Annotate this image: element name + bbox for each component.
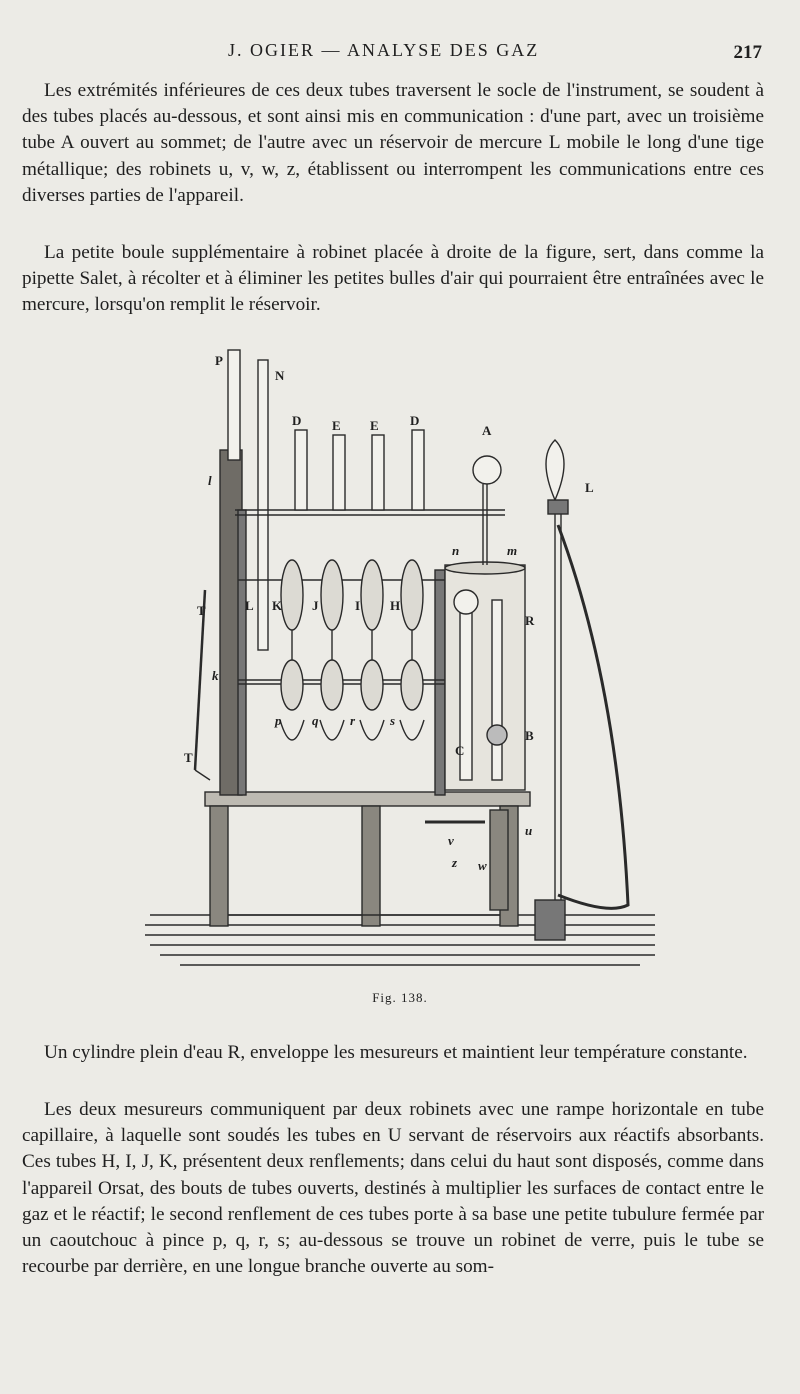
gas-analysis-apparatus-illustration [140, 340, 660, 980]
label-H: H [390, 598, 401, 613]
label-B: B [525, 728, 534, 743]
label-z: z [452, 855, 458, 870]
paragraph-1: Les extrémités inférieures de ces deux tubes traversent le socle de l'instrument, se soudent à des tubes placés au-dessous, et sont ainsi mis en communication : d'une part, avec un troisième tube A ouvert au sommet; de l'autre avec un réservoir de mercure L mobile le long d'une tige métallique; des robinets u, v, w, z, établissent ou interrompent les communications entre ces diverses parties de l'appareil. [22, 80, 764, 206]
label-n: n [452, 543, 460, 558]
paragraph-3: Un cylindre plein d'eau R, enveloppe les mesureurs et maintient leur température constante. [44, 1042, 748, 1063]
apparatus-figure [140, 340, 660, 980]
label-D: D [292, 413, 302, 428]
label-T: T [184, 750, 193, 765]
absorption-tubes [280, 430, 424, 740]
reservoir-L [546, 440, 564, 500]
label-s: s [390, 713, 396, 728]
label-I: I [355, 598, 361, 613]
page-header [0, 40, 800, 68]
label-E: E [370, 418, 379, 433]
label-R: R [525, 613, 535, 628]
label-A: A [482, 423, 492, 438]
label-E: E [332, 418, 341, 433]
label-D: D [410, 413, 420, 428]
table-top [205, 792, 530, 806]
label-L: L [585, 480, 594, 495]
tube-P [228, 350, 240, 460]
label-P: P [215, 353, 223, 368]
page-number: 217 [733, 42, 762, 63]
running-title: J. OGIER — ANALYSE DES GAZ [228, 40, 540, 60]
rubber-hose [558, 525, 628, 908]
measurer-B [492, 600, 502, 780]
label-N: N [275, 368, 285, 383]
label-T: T [197, 603, 206, 618]
label-m: m [507, 543, 518, 558]
paragraph-2: La petite boule supplémentaire à robinet placée à droite de la figure, sert, dans comme la pipette Salet, à récolter et à éliminer les petites bulles d'air qui pourraient être entraînées avec le mercure, lorsqu'on remplit le réservoir. [22, 242, 764, 316]
label-q: q [312, 713, 319, 728]
label-l: l [208, 473, 212, 488]
paragraph-4: Les deux mesureurs communiquent par deux robinets avec une rampe horizontale en tube capillaire, à laquelle sont soudés les tubes en U servant de réservoirs aux réactifs absorbants. Ces tubes H, I, J, K, présentent deux renflements; dans celui du haut sont disposés, comme dans l'appareil Orsat, des bouts de tubes ouverts, destinés à multiplier les surfaces de contact entre le gaz et le réactif; le second renflement de ces tubes porte à sa base une petite tubulure fermée par un caoutchouc à pince p, q, r, s; au-dessous se trouve un robinet de verre, puis le tube se recourbe par derrière, en une longue branche ouverte au som- [22, 1099, 764, 1278]
label-K: K [272, 598, 283, 613]
label-u: u [525, 823, 533, 838]
label-L: L [245, 598, 254, 613]
label-k: k [212, 668, 219, 683]
tube-N [258, 360, 268, 650]
bulb-A [473, 456, 501, 484]
figure-caption: Fig. 138. [372, 990, 428, 1005]
label-v: v [448, 833, 454, 848]
label-C: C [455, 743, 465, 758]
label-w: w [478, 858, 487, 873]
label-p: p [275, 713, 282, 728]
table-leg [210, 806, 228, 926]
label-J: J [312, 598, 319, 613]
label-r: r [350, 713, 356, 728]
table-leg [362, 806, 380, 926]
